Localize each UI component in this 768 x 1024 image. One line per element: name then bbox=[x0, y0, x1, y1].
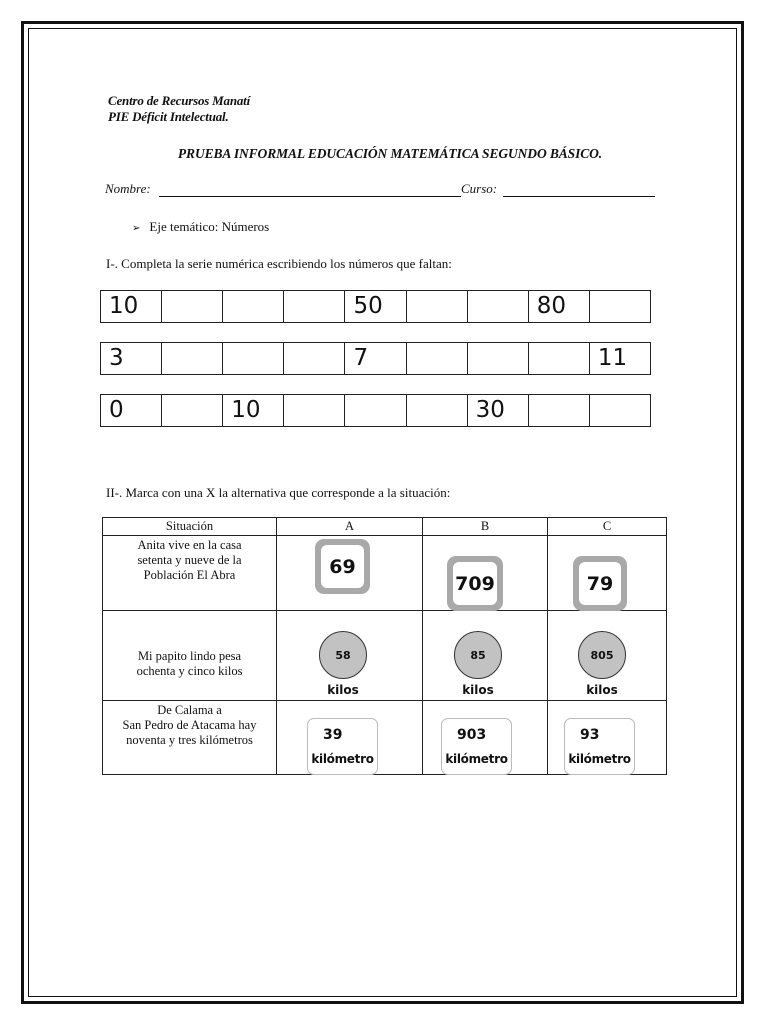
unit-label: kilómetro bbox=[311, 752, 374, 766]
course-label: Curso: bbox=[461, 181, 498, 196]
series-cell[interactable] bbox=[162, 395, 223, 427]
option-b-cell[interactable] bbox=[423, 611, 548, 701]
option-c-cell[interactable] bbox=[548, 701, 667, 775]
name-label: Nombre: bbox=[105, 181, 151, 196]
option-value: 39 bbox=[323, 727, 343, 743]
page-title: PRUEBA INFORMAL EDUCACIÓN MATEMÁTICA SEGUNDO BÁSICO. bbox=[177, 146, 603, 161]
course-field[interactable] bbox=[503, 196, 655, 197]
option-a-cell[interactable] bbox=[277, 701, 423, 775]
multiple-choice-table bbox=[102, 517, 667, 775]
situation-house: Anita vive en la casa setenta y nueve de la Población El Abra bbox=[103, 536, 277, 611]
number-series-3 bbox=[100, 394, 651, 427]
series-cell[interactable] bbox=[467, 343, 528, 375]
arrow-bullet-icon: ➢ bbox=[132, 223, 141, 234]
unit-label: kilómetro bbox=[445, 752, 508, 766]
number-series-1 bbox=[100, 290, 651, 323]
series-cell[interactable]: 0 bbox=[101, 395, 162, 427]
header-option-b: B bbox=[423, 518, 548, 536]
option-value: 93 bbox=[580, 727, 600, 743]
student-info-row bbox=[105, 181, 655, 199]
option-value: 903 bbox=[457, 727, 487, 743]
series-cell[interactable] bbox=[406, 343, 467, 375]
series-cell[interactable]: 10 bbox=[223, 395, 284, 427]
option-circle[interactable]: 85 bbox=[454, 631, 502, 679]
option-value: 79 bbox=[579, 562, 621, 605]
option-card[interactable] bbox=[307, 718, 378, 775]
unit-label: kilos bbox=[586, 683, 618, 697]
option-c-cell[interactable] bbox=[548, 536, 667, 611]
number-series-2 bbox=[100, 342, 651, 375]
series-cell[interactable] bbox=[223, 291, 284, 323]
option-c-cell[interactable] bbox=[548, 611, 667, 701]
option-b-cell[interactable] bbox=[423, 701, 548, 775]
option-a-cell[interactable] bbox=[277, 536, 423, 611]
section2-instruction: II-. Marca con una X la alternativa que corresponde a la situación: bbox=[106, 485, 451, 500]
section1-instruction: I-. Completa la serie numérica escribiendo los números que faltan: bbox=[106, 256, 452, 271]
series-cell[interactable]: 30 bbox=[467, 395, 528, 427]
series-cell[interactable]: 10 bbox=[101, 291, 162, 323]
situation-distance: De Calama a San Pedro de Atacama hay noventa y tres kilómetros bbox=[103, 701, 277, 775]
series-cell[interactable] bbox=[162, 291, 223, 323]
header-situation: Situación bbox=[103, 518, 277, 536]
option-card[interactable] bbox=[315, 539, 370, 594]
series-cell[interactable]: 3 bbox=[101, 343, 162, 375]
series-cell[interactable] bbox=[284, 291, 345, 323]
series-cell[interactable] bbox=[406, 291, 467, 323]
header-option-a: A bbox=[277, 518, 423, 536]
unit-label: kilómetro bbox=[568, 752, 631, 766]
option-circle[interactable]: 58 bbox=[319, 631, 367, 679]
option-card[interactable] bbox=[447, 556, 503, 611]
series-cell[interactable] bbox=[589, 395, 650, 427]
series-cell[interactable] bbox=[406, 395, 467, 427]
option-circle[interactable]: 805 bbox=[578, 631, 626, 679]
header-option-c: C bbox=[548, 518, 667, 536]
series-cell[interactable]: 50 bbox=[345, 291, 406, 323]
center-name: Centro de Recursos Manatí bbox=[108, 93, 250, 108]
theme-bullet bbox=[132, 219, 269, 235]
page-border-inner bbox=[28, 28, 737, 997]
option-value: 69 bbox=[321, 545, 364, 588]
situation-weight: Mi papito lindo pesa ochenta y cinco kilos bbox=[103, 611, 277, 701]
series-cell[interactable] bbox=[528, 343, 589, 375]
series-cell[interactable] bbox=[467, 291, 528, 323]
series-cell[interactable]: 11 bbox=[589, 343, 650, 375]
series-cell[interactable] bbox=[528, 395, 589, 427]
unit-label: kilos bbox=[327, 683, 359, 697]
option-a-cell[interactable] bbox=[277, 611, 423, 701]
program-name: PIE Déficit Intelectual. bbox=[108, 109, 229, 124]
series-cell[interactable]: 80 bbox=[528, 291, 589, 323]
theme-label: Eje temático: Números bbox=[149, 219, 270, 234]
series-cell[interactable]: 7 bbox=[345, 343, 406, 375]
name-field[interactable] bbox=[159, 196, 461, 197]
unit-label: kilos bbox=[462, 683, 494, 697]
series-cell[interactable] bbox=[589, 291, 650, 323]
option-card[interactable] bbox=[564, 718, 635, 775]
series-cell[interactable] bbox=[284, 395, 345, 427]
option-value: 709 bbox=[453, 562, 497, 605]
option-card[interactable] bbox=[441, 718, 512, 775]
series-cell[interactable] bbox=[284, 343, 345, 375]
series-cell[interactable] bbox=[162, 343, 223, 375]
series-cell[interactable] bbox=[345, 395, 406, 427]
series-cell[interactable] bbox=[223, 343, 284, 375]
option-b-cell[interactable] bbox=[423, 536, 548, 611]
option-card[interactable] bbox=[573, 556, 627, 611]
